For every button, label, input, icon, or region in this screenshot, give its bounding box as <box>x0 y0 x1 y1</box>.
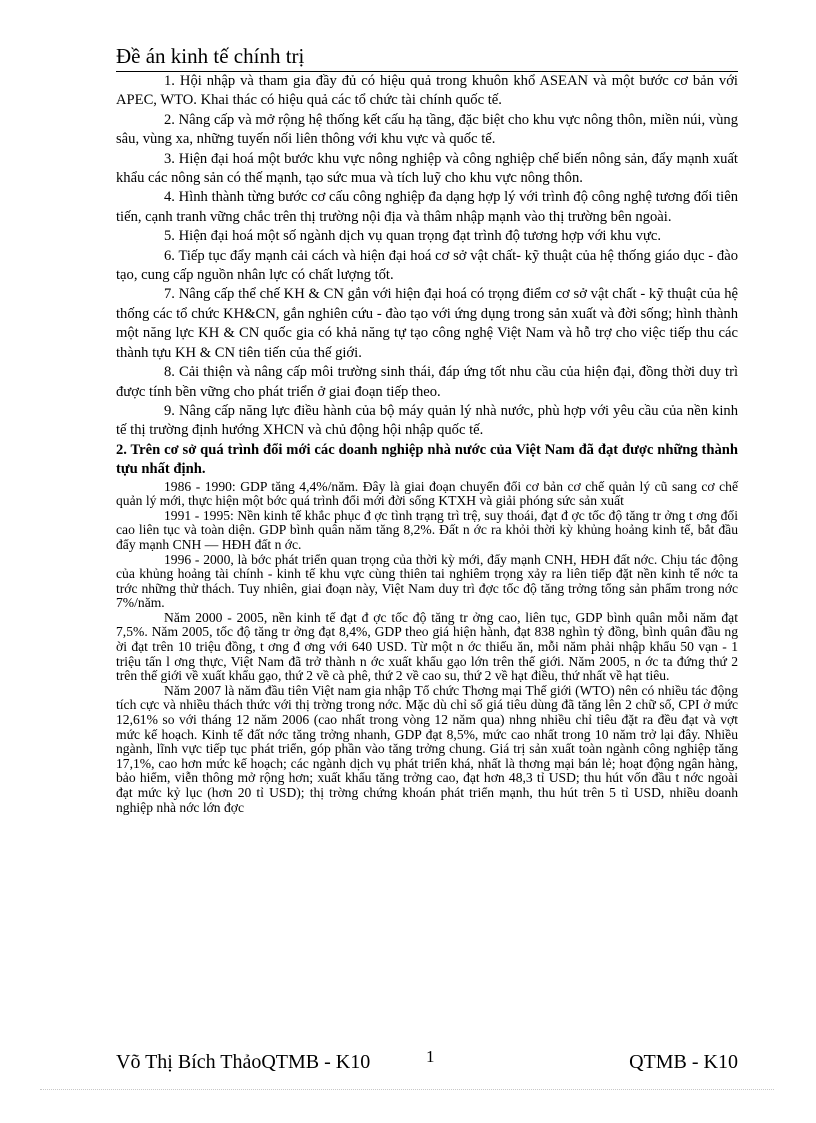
list-item: 3. Hiện đại hoá một bước khu vực nông nghiệp và công nghiệp chế biến nông sản, đẩy mạnh xuất khẩu các nông sản có thế mạnh, tạo sức mua và tích luỹ cho khu vực nông thôn. <box>116 150 738 187</box>
paragraph-2007: Năm 2007 là năm đầu tiên Việt nam gia nhập Tổ chức Thơng mại Thế giới (WTO) nên có nhiều tác động tích cực và nhiều thách thức với thị trờng trong nớc. Mặc dù chỉ số giá tiêu dùng đã tăng lên 2 chữ số, CPI ở mức 12,61% so với tháng 12 năm 2006 (cao nhất trong vòng 12 năm qua) nhng nhiều chỉ tiêu đặt ra đều đạt và vợt mức kế hoạch. Kinh tế đất nớc tăng trởng nhanh, GDP đạt 8,5%, mức cao nhất trong 10 năm trở lại đây. Nhiều ngành, lĩnh vực tiếp tục phát triển, góp phần vào tăng trởng chung. Giá trị sản xuất toàn ngành công nghiệp tăng 17,1%, cao hơn mức kế hoạch; các ngành dịch vụ phát triển khá, nhất là thơng mại bán lẻ; hoạt động ngân hàng, bảo hiểm, viễn thông mở rộng hơn; xuất khẩu tăng trởng cao, đạt hơn 48,3 tỉ USD; thu hút vốn đầu t nớc ngoài đạt mức kỷ lục (hơn 20 tỉ USD); thị trờng chứng khoán phát triển mạnh, thu hút trên 5 tỉ USD, nhiều doanh nghiệp nhà nớc lớn đợc <box>116 682 738 815</box>
footer-class: QTMB - K10 <box>629 1051 738 1073</box>
document-title: Đề án kinh tế chính trị <box>116 44 305 68</box>
page-bottom-divider <box>40 1089 774 1090</box>
list-item: 9. Nâng cấp năng lực điều hành của bộ máy quản lý nhà nước, phù hợp với yêu cầu của nền kinh tế thị trường định hướng XHCN và chủ động hội nhập quốc tế. <box>116 402 738 439</box>
paragraph-1986-1990: 1986 - 1990: GDP tăng 4,4%/năm. Đây là giai đoạn chuyển đổi cơ bản cơ chế quản lý cũ sang cơ chế quản lý mới, thực hiện một bớc quá trình đổi mới đời sống KTXH và giải phóng sức sản xuất <box>116 478 738 509</box>
page-header <box>116 44 738 72</box>
list-item: 1. Hội nhập và tham gia đầy đủ có hiệu quả trong khuôn khổ ASEAN và một bước cơ bản với APEC, WTO. Khai thác có hiệu quả các tổ chức tài chính quốc tế. <box>116 73 738 109</box>
document-body <box>116 72 738 815</box>
list-item: 4. Hình thành từng bước cơ cấu công nghiệp đa dạng hợp lý với trình độ công nghệ tương đối tiên tiến, cạnh tranh vững chắc trên thị trường nội địa và thâm nhập mạnh vào thị trường bên ngoài. <box>116 189 738 225</box>
paragraph-1996-2000: 1996 - 2000, là bớc phát triển quan trọng của thời kỳ mới, đẩy mạnh CNH, HĐH đất nớc. Chịu tác động của khủng hoảng tài chính - kinh tế khu vực cùng thiên tai nghiêm trọng xảy ra liên tiếp đặt nền kinh tế nớc ta trớc những thử thách. Tuy nhiên, giai đoạn này, Việt Nam duy trì đợc tốc độ tăng trởng tổng sản phẩm trong nớc 7%/năm. <box>116 551 738 611</box>
list-item: 7. Nâng cấp thể chế KH & CN gắn với hiện đại hoá có trọng điểm cơ sở vật chất - kỹ thuật của hệ thống các tổ chức KH&CN, gắn nghiên cứu - đào tạo với ứng dụng trong sản xuất và đời sống; hình thành một năng lực KH & CN quốc gia có khả năng tự tạo công nghệ Việt Nam và hỗ trợ cho việc tiếp thu các thành tựu KH & CN tiên tiến của thế giới. <box>116 286 738 361</box>
list-item: 5. Hiện đại hoá một số ngành dịch vụ quan trọng đạt trình độ tương hợp với khu vực. <box>164 228 661 245</box>
paragraph-2000-2005: Năm 2000 - 2005, nền kinh tế đạt đ ợc tốc độ tăng tr ởng cao, liên tục, GDP bình quân mỗi năm đạt 7,5%. Năm 2005, tốc độ tăng tr ởng đạt 8,4%, GDP theo giá hiện hành, đạt 838 nghìn tỷ đồng, bình quân đầu ng ời đạt trên 10 triệu đồng, t ơng đ ơng với 640 USD. Từ một n ớc thiếu ăn, mỗi năm phải nhập khẩu 50 vạn - 1 triệu tấn l ơng thực, Việt Nam đã trở thành n ớc xuất khẩu gạo lớn trên thế giới. Năm 2005, n ớc ta đứng thứ 2 trên thế giới về xuất khẩu gạo, thứ 2 về cà phê, thứ 2 về cao su, thứ 2 về hạt điều, thứ nhất về hạt tiêu. <box>116 609 738 684</box>
list-item: 6. Tiếp tục đẩy mạnh cải cách và hiện đại hoá cơ sở vật chất- kỹ thuật của hệ thống giáo dục - đào tạo, cung cấp nguồn nhân lực có chất lượng tốt. <box>116 247 738 284</box>
section-heading: 2. Trên cơ sở quá trình đổi mới các doanh nghiệp nhà nước của Việt Nam đã đạt được những thành tựu nhất định. <box>116 441 738 478</box>
list-item: 8. Cải thiện và nâng cấp môi trường sinh thái, đáp ứng tốt nhu cầu của hiện đại, đồng thời duy trì được tính bền vững cho phát triển ở giai đoạn tiếp theo. <box>116 364 738 400</box>
list-item: 2. Nâng cấp và mở rộng hệ thống kết cấu hạ tầng, đặc biệt cho khu vực nông thôn, miền núi, vùng sâu, vùng xa, những tuyến nối liên thông với khu vực và quốc tế. <box>116 111 738 148</box>
paragraph-1991-1995: 1991 - 1995: Nền kinh tế khắc phục đ ợc tình trạng trì trệ, suy thoái, đạt đ ợc tốc độ tăng tr ởng t ơng đối cao liên tục và toàn diện. GDP bình quân năm tăng 8,2%. Đất n ớc ra khỏi thời kỳ khủng hoảng kinh tế, bắt đầu đẩy mạnh CNH — HĐH đất n ớc. <box>116 507 738 552</box>
footer-author: Võ Thị Bích ThảoQTMB - K10 <box>116 1051 371 1073</box>
page-number: 1 <box>426 1047 435 1066</box>
page-footer <box>116 1047 738 1079</box>
